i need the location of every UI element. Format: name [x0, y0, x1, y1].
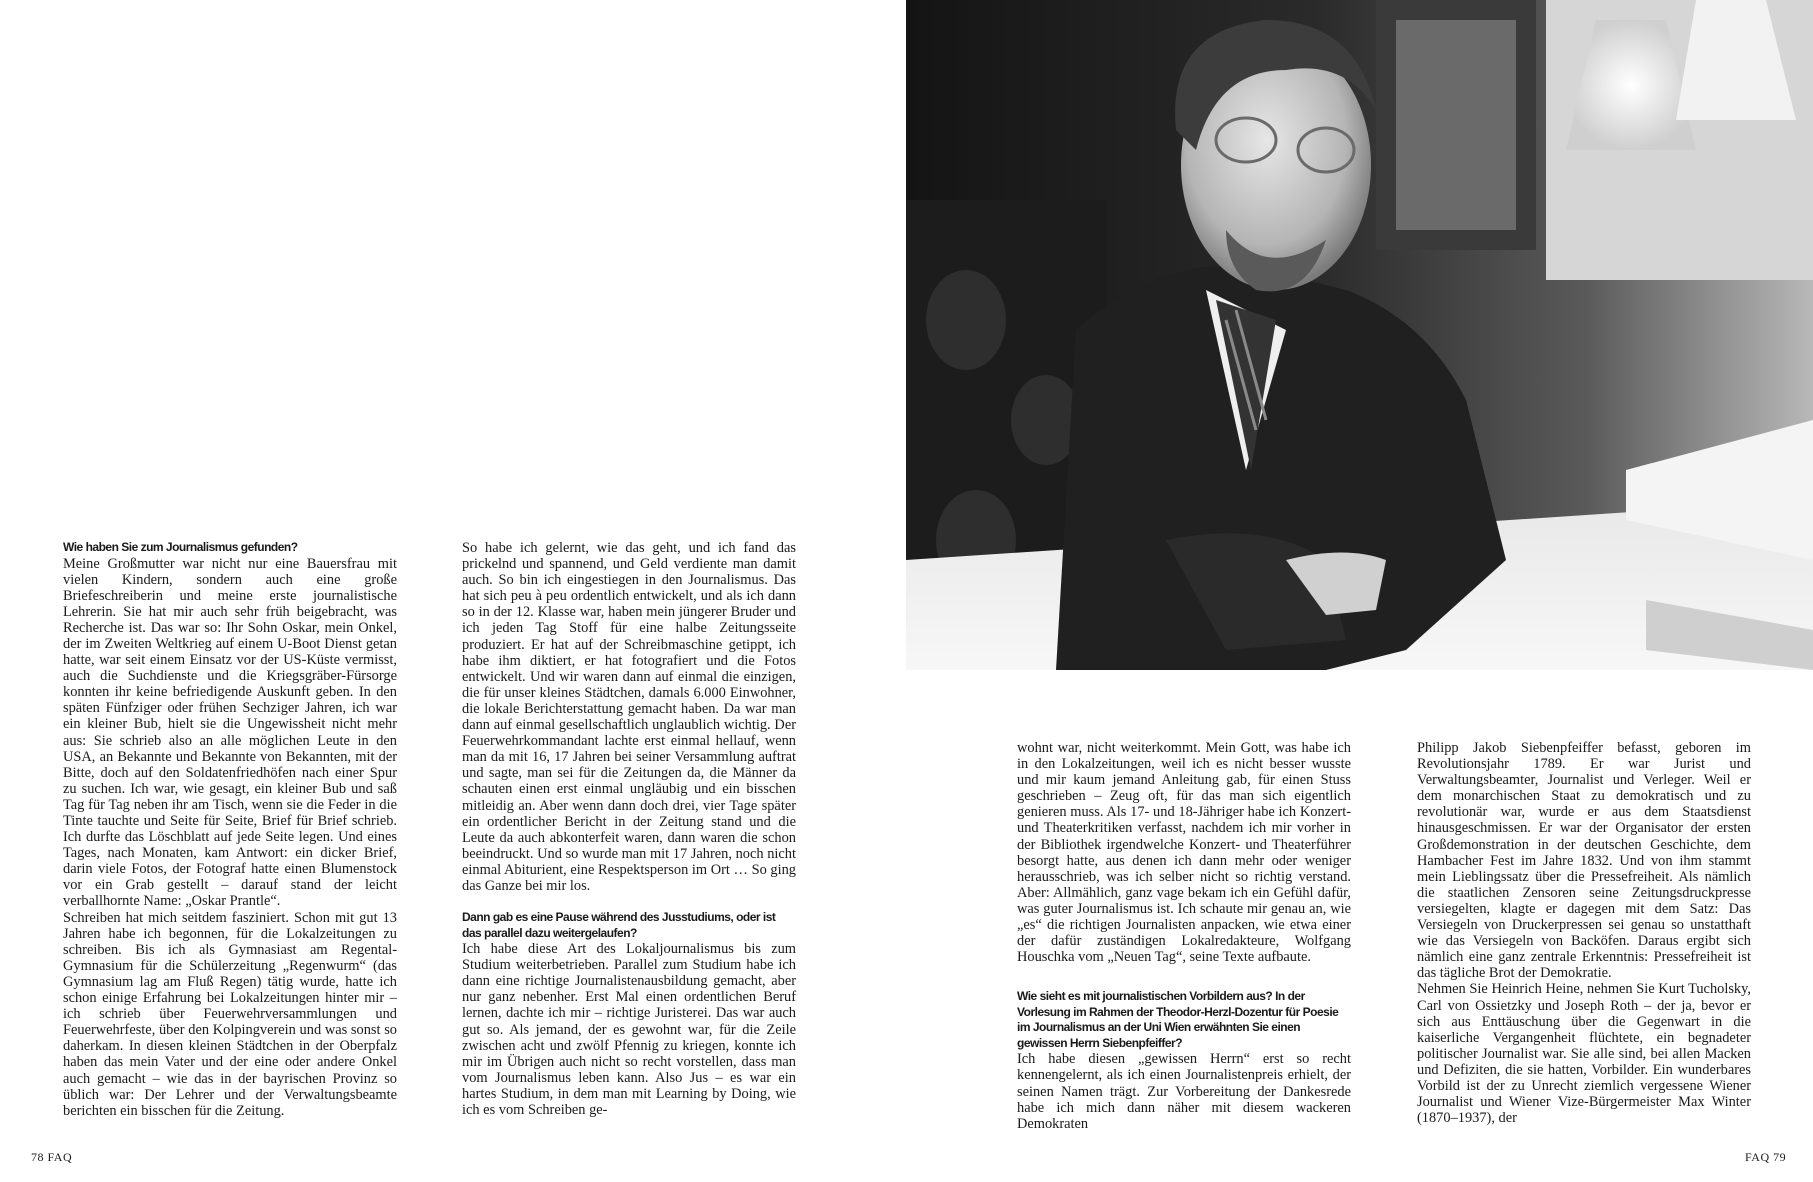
interview-answer: Meine Großmutter war nicht nur eine Bauersfrau mit vielen Kindern, sondern auch eine große Briefeschreiberin und meine erste journalistische Lehrerin. Sie hat mir auch sehr früh beigebracht, was Recherche ist. Das war so: Ihr Sohn Oskar, mein Onkel, der im Zweiten Weltkrieg auf einem U-Boot Dienst getan hatte, war seit einem Einsatz vor der US-Küste vermisst, auch die Suchdienste und die Kriegsgräber-Fürsorge konnten ihr keine befriedigende Auskunft geben. In den späten Fünfziger oder frühen Sechziger Jahren, ich war ein kleiner Bub, hielt sie die Ungewissheit nicht mehr aus: Sie schrieb also an alle möglichen Leute in den USA, an Bekannte und Bekannte von Bekannten, mit der Bitte, doch auf den Soldatenfriedhöfen nach einer Spur zu suchen. Ich war, wie gesagt, ein kleiner Bub und saß Tag für Tag neben ihr am Tisch, wenn sie die Feder in die Tinte tauchte und Seite für Seite, Brief für Brief schrieb. Ich durfte das Löschblatt auf jede Seite legen. Und eines Tages, nach Monaten, kam Antwort: ein dicker Brief, darin viele Fotos, der Fotograf hatte einen Blumenstock vor ein Grab gestellt – darauf stand der leicht verballhornte Name: „Oskar Prantle“.: [63, 555, 397, 910]
paragraph-spacer: [1017, 965, 1351, 989]
column-2: [462, 540, 796, 1118]
interview-question: Dann gab es eine Pause während des Jusstudiums, oder ist das parallel dazu weitergelaufen?: [462, 910, 776, 940]
interview-answer: Philipp Jakob Siebenpfeiffer befasst, geboren im Revolutionsjahr 1789. Er war Jurist und Verwaltungsbeamter, Journalist und Verleger. Weil er dem monarchischen Staat zu demokratisch und zu revolutionär war, wurde er aus dem Staatsdienst hinausgeschmissen. Er war der Organisator der ersten Großdemonstration in der deutschen Geschichte, dem Hambacher Fest im Jahre 1832. Und von ihm stammt mein Lieblingssatz über die Pressefreiheit. Als nämlich die staatlichen Zensoren seine Zeitungsdruckpresse versiegelten, klagte er dagegen mit dem Satz: Das Versiegeln von Druckerpressen sei genau so unstatthaft wie das Versiegeln von Backöfen. Daraus ergibt sich nämlich eine ganz zentrale Erkenntnis: Pressefreiheit ist das tägliche Brot der Demokratie.: [1417, 740, 1751, 982]
interview-answer: Nehmen Sie Heinrich Heine, nehmen Sie Kurt Tucholsky, Carl von Ossietzky und Joseph Roth – der ja, bevor er sich aus Enttäuschung über die Gegenwart in die kaiserliche Vergangenheit flüchtete, ein begnadeter politischer Journalist war. Sie alle sind, bei allen Macken und Defiziten, die sie hatten, Vorbilder. Ein wunderbares Vorbild ist der zu Unrecht ziemlich vergessene Wiener Journalist und Wiener Vize-Bürgermeister Max Winter (1870–1937), der: [1417, 981, 1751, 1127]
interview-question: Wie sieht es mit journalistischen Vorbildern aus? In der Vorlesung im Rahmen der Theodor-Herzl-Dozentur für Poesie im Journalismus an der Uni Wien erwähnten Sie einen gewissen Herrn Siebenpfeiffer?: [1017, 989, 1339, 1050]
interview-answer: Ich habe diesen „gewissen Herrn“ erst so recht kennengelernt, als ich einen Journalistenpreis erhielt, der seinen Namen trägt. Zur Vorbereitung der Dankesrede habe ich mich dann näher mit diesem wackeren Demokraten: [1017, 1051, 1351, 1132]
column-4: [1417, 740, 1751, 1126]
portrait-photo: [906, 0, 1813, 670]
page-number-right: FAQ 79: [1745, 1150, 1787, 1164]
interview-answer: Schreiben hat mich seitdem fasziniert. Schon mit gut 13 Jahren habe ich begonnen, für die Lokalzeitungen zu schreiben. Bis ich als Gymnasiast am Regental-Gymnasium für die Schülerzeitung „Regenwurm“ (das Gymnasium lag am Fluß Regen) tätig wurde, hatte ich schon einige Erfahrung bei Lokalzeitungen hinter mir – ich schrieb über Feuerwehrversammlungen und Feuerwehrfeste, über den Kolpingverein und was sonst so daherkam. In diesen kleinen Städtchen in der Oberpfalz haben das mein Vater und der eine oder andere Onkel auch gemacht – wie das in der bayrischen Provinz so üblich war: Der Lehrer und der Verwaltungsbeamte berichten ein bisschen für die Zeitung.: [63, 909, 397, 1119]
interview-answer: Ich habe diese Art des Lokaljournalismus bis zum Studium weiterbetrieben. Parallel zum Studium habe ich dann eine richtige Journalistenausbildung gemacht, aber nur ganz nebenher. Erst Mal einen ordentlichen Beruf lernen, dachte ich mir – richtige Juristerei. Das war auch gut so. Als jemand, der es gewohnt war, für die Zeile zwischen acht und zwölf Pfennig zu kriegen, konnte ich mir im Übrigen auch nicht so recht vorstellen, dass man vom Journalismus leben kann. Also Jus – es war ein hartes Studium, in dem man mit Learning by Doing, wie ich es vom Schreiben ge-: [462, 941, 796, 1118]
column-1: [63, 540, 397, 1119]
interview-answer: wohnt war, nicht weiterkommt. Mein Gott, was habe ich in den Lokalzeitungen, weil ich es nicht besser wusste und mir kaum jemand Anleitung gab, für einen Stuss geschrieben – Zeug oft, für das man sich eigentlich genieren muss. Als 17- und 18-Jähriger habe ich Konzert- und Theaterkritiken verfasst, nachdem ich mir vorher in der Bibliothek irgendwelche Konzert- und Theaterführer besorgt hatte, aus denen ich dann mehr oder weniger herausschrieb, was ich selber nicht so richtig verstand. Aber: Allmählich, ganz vage bekam ich ein Gefühl dafür, was guter Journalismus ist. Ich schaute mir genau an, wie „es“ die richtigen Journalisten anpacken, wie etwa einer der dafür zuständigen Lokalredakteure, Wolfgang Houschka vom „Neuen Tag“, seine Texte aufbaute.: [1017, 740, 1351, 966]
interview-answer: So habe ich gelernt, wie das geht, und ich fand das prickelnd und spannend, und Geld verdiente man damit auch. So bin ich eingestiegen in den Journalismus. Das hat sich peu à peu ordentlich entwickelt, und als ich dann so in der 12. Klasse war, haben mein jüngerer Bruder und ich jeden Tag Stoff für eine halbe Zeitungsseite produziert. Er hat auf der Schreibmaschine getippt, ich habe ihm diktiert, er hat fotografiert und die Fotos entwickelt. Und wir waren dann auf einmal die einzigen, die für unser kleines Städtchen, damals 6.000 Einwohner, die lokale Berichterstattung gemacht haben. Da war man dann auf einmal gesellschaftlich unglaublich wichtig. Der Feuerwehrkommandant lachte erst einmal hellauf, wenn man da mit 16, 17 Jahren bei seiner Versammlung auftrat und sagte, man sei für die Zeitungen da, die Männer da schauten einen erst einmal ungläubig und ein bisschen mitleidig an. Aber wenn dann doch drei, vier Tage später ein ordentlicher Bericht in der Zeitung stand und die Leute da auch abkonterfeit waren, dann waren die schon beeindruckt. Und so wurde man mit 17 Jahren, noch nicht einmal Abiturient, eine Respektsperson im Ort … So ging das Ganze bei mir los.: [462, 540, 796, 894]
column-3: [1017, 740, 1351, 1132]
interview-question: Wie haben Sie zum Journalismus gefunden?: [63, 540, 298, 554]
paragraph-spacer: [462, 894, 796, 910]
page-number-left: 78 FAQ: [31, 1150, 73, 1164]
